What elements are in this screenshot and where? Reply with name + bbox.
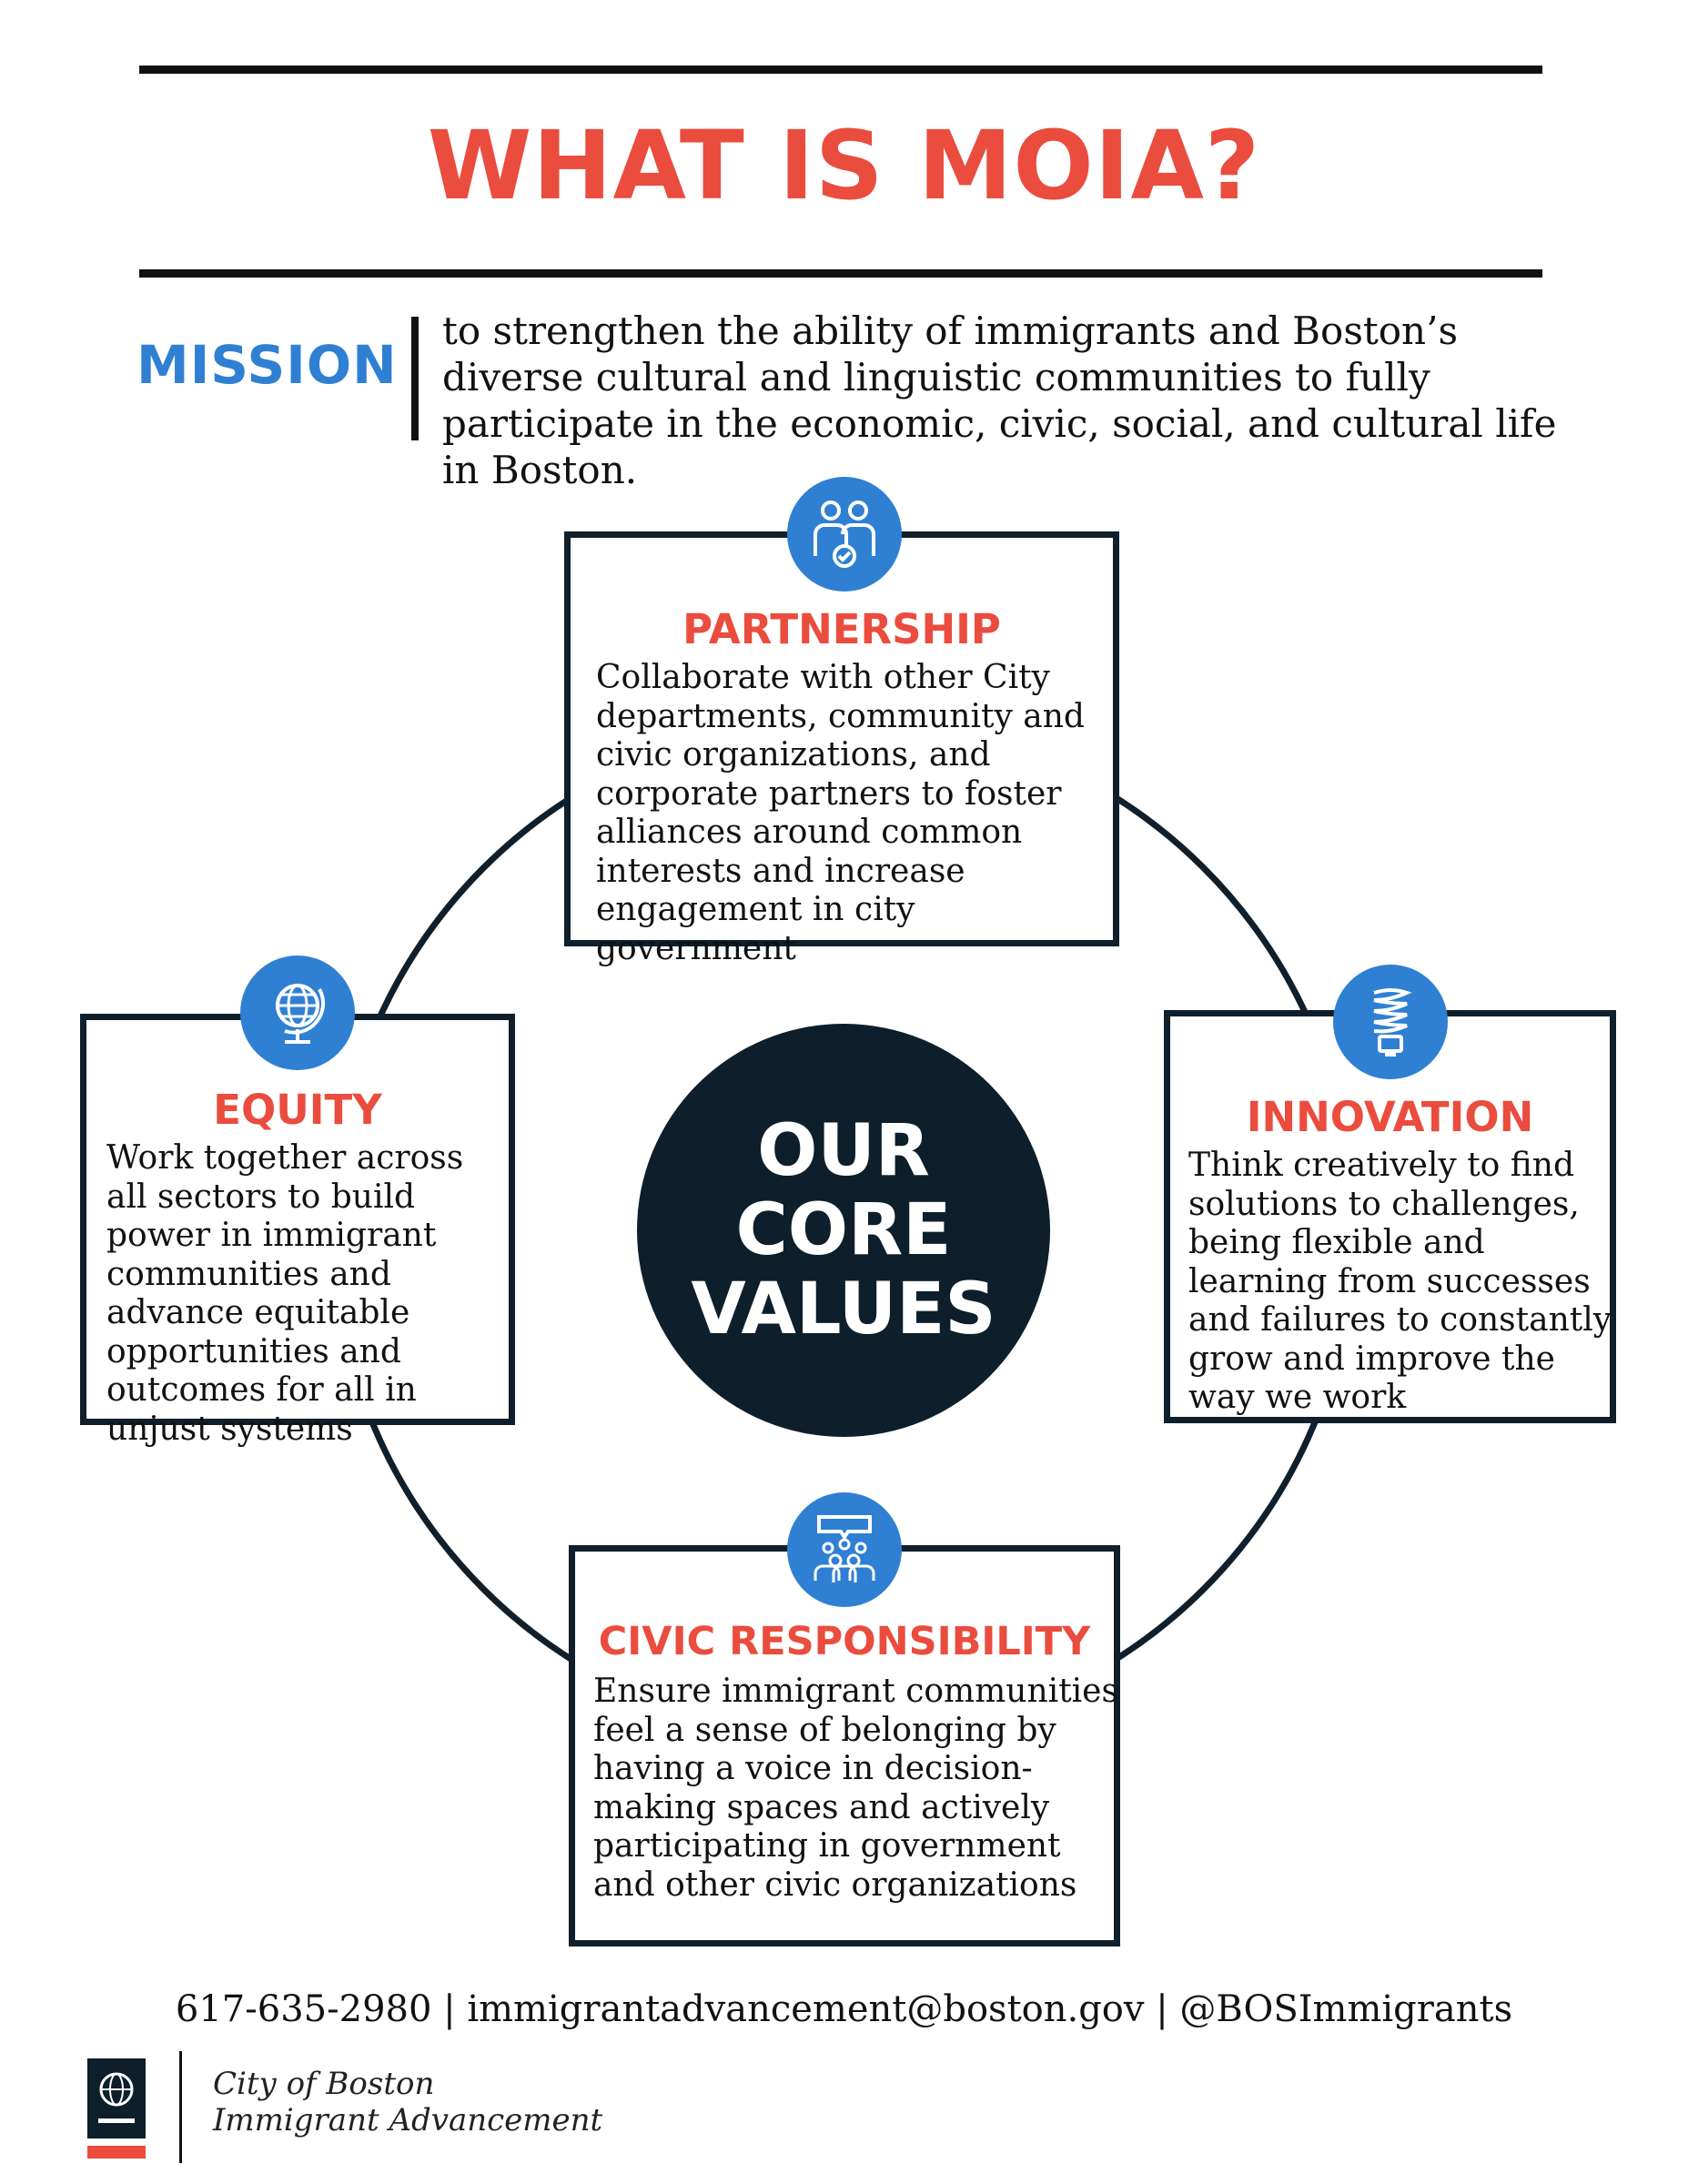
core-values-circle [637, 1024, 1050, 1437]
value-text-innovation: Think creatively to find solutions to challenges, being flexible and learning from successes and failures to constantly grow and improve the way we work [1188, 1147, 1612, 1416]
value-text-equity: Work together across all sectors to build power in immigrant communities and advance equitable opportunities and outcomes for all in unjust systems [106, 1139, 464, 1448]
value-title-equity: EQUITY [213, 1086, 382, 1134]
org-name [213, 2066, 602, 2138]
globe-icon [240, 956, 355, 1070]
org-name-line1: City of Boston [213, 2066, 435, 2102]
value-card-partnership [564, 531, 1119, 967]
mission-label: MISSION [136, 334, 398, 396]
page-title: WHAT IS MOIA? [427, 110, 1261, 221]
value-card-equity [80, 1014, 515, 1448]
mission-statement: to strengthen the ability of immigrants and Boston’s diverse cultural and linguistic communities to fully participate in the economic, civic, social, and cultural life in Boston. [442, 308, 1557, 492]
city-of-boston-seal-icon [87, 2058, 146, 2159]
footer-divider [179, 2051, 182, 2163]
contact-info: 617-635-2980 | immigrantadvancement@boston.gov | @BOSImmigrants [175, 1988, 1513, 2030]
value-title-partnership: PARTNERSHIP [682, 605, 1001, 653]
org-name-line2: Immigrant Advancement [213, 2102, 603, 2138]
value-title-innovation: INNOVATION [1246, 1093, 1534, 1141]
value-title-civic-responsibility: CIVIC RESPONSIBILITY [598, 1619, 1091, 1664]
community-voice-icon [787, 1492, 902, 1607]
partnership-people-icon [787, 477, 902, 592]
lightbulb-icon [1333, 965, 1448, 1079]
value-text-partnership: Collaborate with other City departments, community and civic organizations, and corporate partners to foster alliances around common interests and increase engagement in city government [596, 659, 1085, 967]
core-values-label: OUR CORE VALUES [691, 1109, 996, 1350]
value-text-civic-responsibility: Ensure immigrant communities feel a sense of belonging by having a voice in decision-making spaces and actively participating in government and other civic organizations [593, 1673, 1118, 1904]
